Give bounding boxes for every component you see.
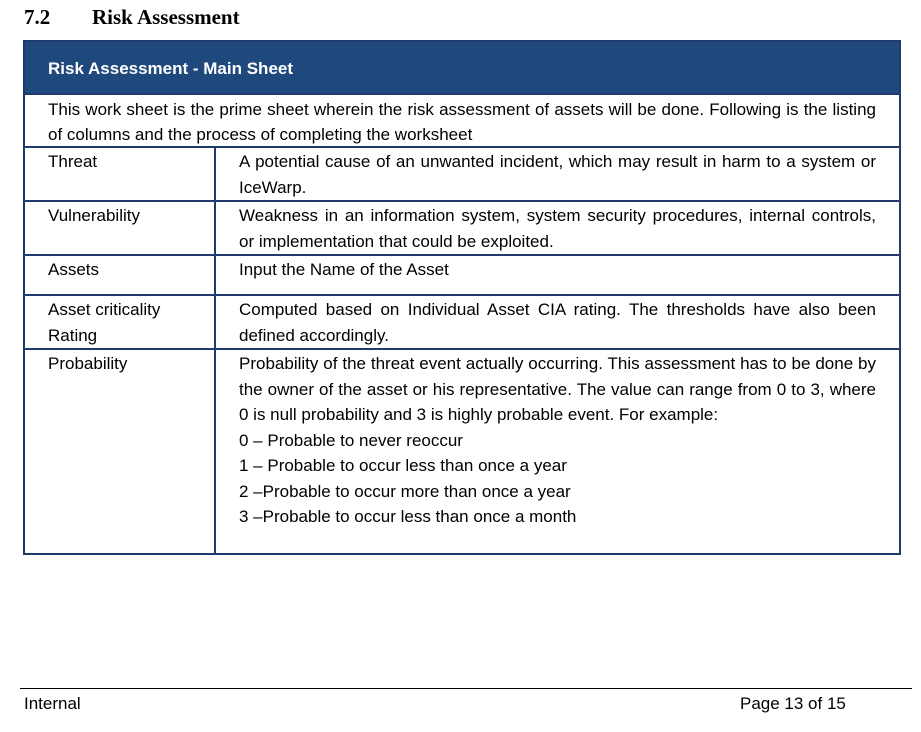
definition-cell: Input the Name of the Asset — [239, 260, 449, 279]
definition-cell: A potential cause of an unwanted incident, which may result in harm to a system or IceWarp. — [239, 152, 876, 197]
section-number: 7.2 — [24, 5, 51, 29]
probability-example: 3 –Probable to occur less than once a month — [239, 507, 577, 526]
table-row — [25, 201, 899, 255]
probability-example: 2 –Probable to occur more than once a year — [239, 481, 571, 501]
footer-classification: Internal — [24, 694, 81, 713]
table-row — [25, 295, 899, 349]
probability-description: Probability of the threat event actually occurring. This assessment has to be done by the owner of the asset or his representative. The value can range from 0 to 3, where 0 is null probability and 3 is highly probable event. For example: — [239, 354, 876, 424]
probability-example: 0 – Probable to never reoccur — [239, 430, 463, 450]
definitions-table — [25, 148, 899, 553]
table-row — [25, 148, 899, 201]
term-cell: Assets — [25, 255, 215, 295]
section-title: Risk Assessment — [92, 5, 240, 29]
section-heading — [24, 4, 240, 30]
table-row — [25, 349, 899, 553]
definition-cell — [215, 349, 899, 553]
definition-cell: Weakness in an information system, system security procedures, internal controls, or implementation that could be exploited. — [239, 206, 876, 251]
risk-assessment-table — [23, 40, 901, 555]
term-cell: Threat — [25, 148, 215, 201]
table-row — [25, 255, 899, 295]
table-title: Risk Assessment - Main Sheet — [25, 42, 899, 95]
footer-divider — [20, 688, 912, 689]
probability-example: 1 – Probable to occur less than once a year — [239, 456, 567, 475]
term-cell: Asset criticality Rating — [25, 295, 215, 349]
term-cell: Vulnerability — [25, 201, 215, 255]
table-intro: This work sheet is the prime sheet wherein the risk assessment of assets will be done. Following is the listing of columns and the process of completing the worksheet — [25, 95, 899, 148]
page-number: Page 13 of 15 — [740, 694, 846, 713]
definition-cell: Computed based on Individual Asset CIA rating. The thresholds have also been defined accordingly. — [239, 300, 876, 345]
term-cell: Probability — [25, 349, 215, 553]
